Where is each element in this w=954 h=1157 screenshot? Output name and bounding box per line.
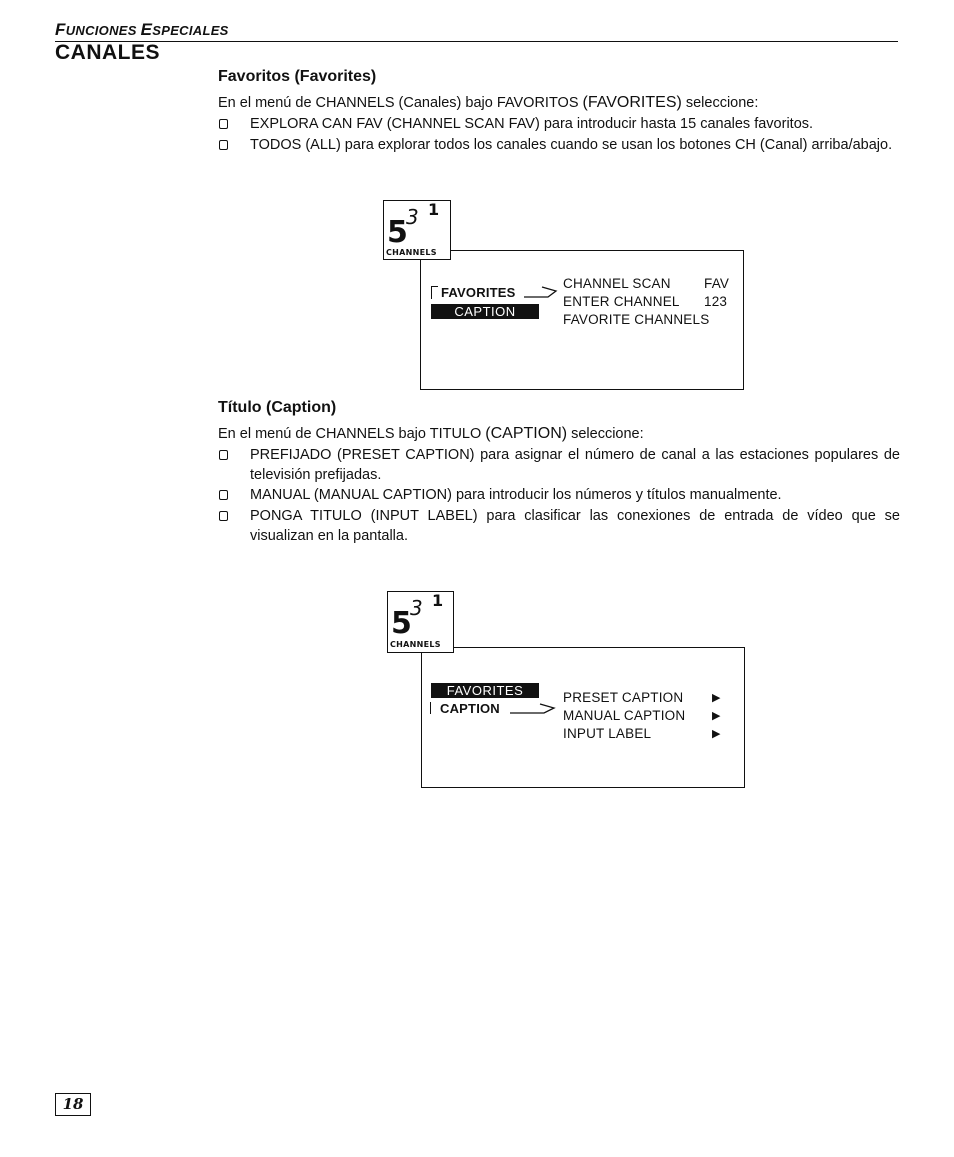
checkbox-bullet-icon xyxy=(219,490,228,500)
logo-digit-three: 3 xyxy=(410,596,423,620)
caption-bullet-text: MANUAL (MANUAL CAPTION) para introducir los números y títulos manualmente. xyxy=(250,487,782,503)
selection-bracket-icon xyxy=(431,286,438,299)
menu-item-favorites[interactable]: FAVORITES xyxy=(441,285,516,300)
arrow-pointer-icon xyxy=(508,700,556,716)
submenu-arrow-icon: ▶ xyxy=(712,710,721,722)
logo-caption: CHANNELS xyxy=(390,640,441,649)
favorites-intro-part-c: seleccione: xyxy=(681,95,759,111)
submenu-channel-scan-value: FAV xyxy=(704,276,730,291)
submenu-preset-caption[interactable]: PRESET CAPTION xyxy=(563,690,684,705)
logo-digit-one: 1 xyxy=(428,200,440,219)
menu-item-caption[interactable]: CAPTION xyxy=(440,701,500,716)
section-title-initial-f: F xyxy=(55,20,66,39)
caption-bullet-text: PONGA TITULO (INPUT LABEL) para clasificar las conexiones de entrada de vídeo que se visualizan en la pantalla. xyxy=(250,508,900,544)
caption-bullet-text: PREFIJADO (PRESET CAPTION) para asignar el número de canal a las estaciones populares de televisión prefijadas. xyxy=(250,447,900,483)
checkbox-bullet-icon xyxy=(219,511,228,521)
favorites-bullet-text: TODOS (ALL) para explorar todos los canales cuando se usan los botones CH (Canal) arriba/abajo. xyxy=(250,137,893,153)
favorites-heading: Favoritos (Favorites) xyxy=(218,68,377,85)
page-number: 18 xyxy=(55,1093,91,1116)
logo-digit-five: 5 xyxy=(387,215,408,250)
caption-bullet xyxy=(218,445,900,485)
submenu-favorite-channels[interactable]: FAVORITE CHANNELS xyxy=(563,312,710,327)
section-title-part-2: SPECIALES xyxy=(152,23,229,38)
favorites-bullet xyxy=(218,135,900,155)
menu-item-favorites[interactable]: FAVORITES xyxy=(431,683,539,698)
favorites-intro xyxy=(218,93,900,113)
logo-digit-five: 5 xyxy=(391,606,412,641)
favorites-intro-part-a: En el menú de CHANNELS (Canales) bajo FAVORITOS xyxy=(218,95,583,111)
channels-logo xyxy=(387,591,454,653)
section-title-part-1: UNCIONES xyxy=(65,23,141,38)
favorites-bullet xyxy=(218,114,900,134)
submenu-enter-channel[interactable]: ENTER CHANNEL xyxy=(563,294,680,309)
checkbox-bullet-icon xyxy=(219,119,228,129)
logo-digit-three: 3 xyxy=(406,205,419,229)
caption-bullet xyxy=(218,506,900,546)
section-title xyxy=(55,20,229,40)
submenu-input-label[interactable]: INPUT LABEL xyxy=(563,726,652,741)
logo-digit-one: 1 xyxy=(432,591,444,610)
logo-caption: CHANNELS xyxy=(386,248,437,257)
submenu-arrow-icon: ▶ xyxy=(712,728,721,740)
submenu-channel-scan[interactable]: CHANNEL SCAN xyxy=(563,276,671,291)
caption-intro-part-b: (CAPTION) xyxy=(485,425,568,442)
arrow-pointer-icon xyxy=(522,284,558,300)
caption-intro-part-c: seleccione: xyxy=(567,426,644,442)
checkbox-bullet-icon xyxy=(219,140,228,150)
caption-intro xyxy=(218,424,900,444)
page-heading: CANALES xyxy=(55,41,161,64)
favorites-intro-part-b: (FAVORITES) xyxy=(582,94,682,111)
submenu-enter-channel-value: 123 xyxy=(704,294,728,309)
favorites-bullet-text: EXPLORA CAN FAV (CHANNEL SCAN FAV) para introducir hasta 15 canales favoritos. xyxy=(250,116,814,132)
channels-logo xyxy=(383,200,451,260)
submenu-manual-caption[interactable]: MANUAL CAPTION xyxy=(563,708,686,723)
submenu-arrow-icon: ▶ xyxy=(712,692,721,704)
caption-bullet xyxy=(218,485,900,505)
checkbox-bullet-icon xyxy=(219,450,228,460)
caption-intro-part-a: En el menú de CHANNELS bajo TITULO xyxy=(218,426,486,442)
selection-bracket-icon xyxy=(430,702,436,714)
header-divider xyxy=(55,41,898,42)
menu-item-caption[interactable]: CAPTION xyxy=(431,304,539,319)
caption-heading: Título (Caption) xyxy=(218,399,337,416)
section-title-initial-e: E xyxy=(140,20,153,39)
